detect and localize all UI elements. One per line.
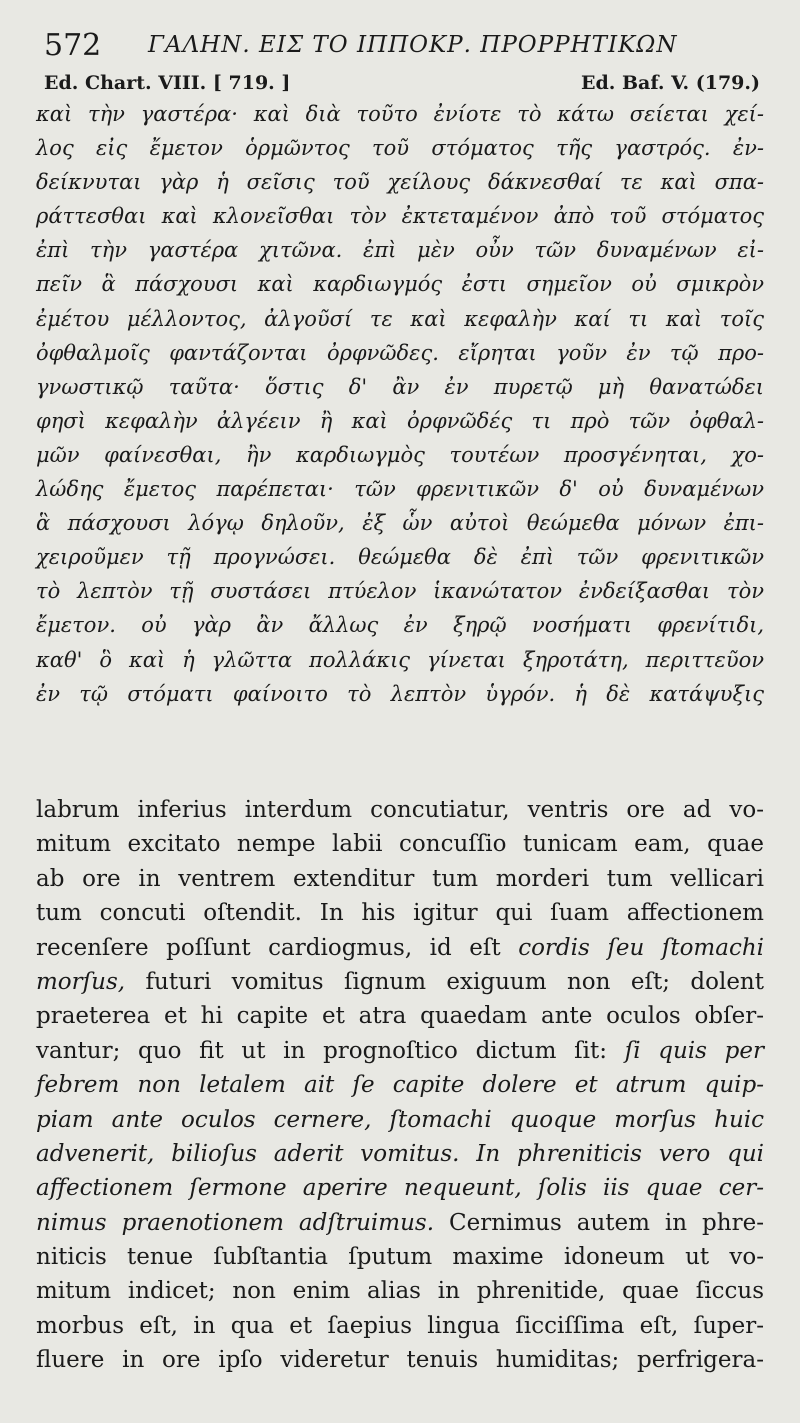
edition-basel-ref: Ed. Baf. V. (179.) [581,72,760,94]
greek-line: λώδης ἔμετος παρέπεται· τῶν φρενιτικῶν δ' οὐ δυναμένων [36,477,764,502]
greek-text-block [36,97,764,711]
latin-text: futuri vomitus ſignum exiguum non eſt; dolent [125,968,764,995]
latin-line [36,862,764,896]
latin-text: labrum inferius interdum concutiatur, ventris ore ad vo- [36,797,764,823]
latin-italic-text: febrem non letalem ait ſe capite dolere et atrum quip- [36,1072,764,1099]
greek-line: τὸ λεπτὸν τῇ συστάσει πτύελον ἱκανώτατον ἐνδείξασθαι τὸν [36,579,764,604]
latin-line [36,1171,764,1205]
greek-line: ὀφθαλμοῖς φαντάζονται ὀρφνῶδες. εἴρηται γοῦν ἐν τῷ προ- [36,340,764,365]
latin-line [36,1206,764,1240]
latin-line [36,1343,764,1377]
greek-line: δείκνυται γὰρ ἡ σεῖσις τοῦ χείλους δάκνεσθαί τε καὶ σπα- [36,170,764,195]
edition-reference-line [44,72,760,96]
latin-line [36,1068,764,1102]
greek-line: ἐπὶ τὴν γαστέρα χιτῶνα. ἐπὶ μὲν οὖν τῶν δυναμένων εἰ- [36,238,764,263]
greek-line: ἐν τῷ στόματι φαίνοιτο τὸ λεπτὸν ὑγρόν. ἡ δὲ κατάψυξις [36,681,764,706]
latin-italic-text: cordis ſeu ſtomachi [518,934,764,961]
greek-line: καθ' ὃ καὶ ἡ γλῶττα πολλάκις γίνεται ξηροτάτη, περιττεῦον [36,647,764,672]
latin-line [36,1137,764,1171]
latin-italic-text: advenerit, bilioſus aderit vomitus. In phreniticis vero qui [36,1140,764,1167]
latin-line [36,827,764,861]
latin-line [36,1034,764,1068]
latin-text: mitum excitato nempe labii concuſſio tunicam eam, quae [36,831,764,858]
latin-line [36,896,764,930]
greek-line: χειροῦμεν τῇ προγνώσει. θεώμεθα δὲ ἐπὶ τῶν φρενιτικῶν [36,545,764,570]
latin-text: niticis tenue ſubſtantia ſputum maxime idoneum ut vo- [36,1244,764,1271]
latin-text: mitum indicet; non enim alias in phrenitide, quae ſiccus [36,1278,764,1305]
greek-line: ἔμετον. οὐ γὰρ ἂν ἄλλως ἐν ξηρῷ νοσήματι φρενίτιδι, [36,613,764,638]
greek-line: φησὶ κεφαλὴν ἀλγέειν ἢ καὶ ὀρφνῶδές τι πρὸ τῶν ὀφθαλ- [36,408,764,433]
latin-text: praeterea et hi capite et atra quaedam ante oculos obſer- [36,1003,764,1030]
latin-text: recenſere poſſunt cardiogmus, id eſt [36,934,519,961]
latin-text: Cernimus autem in phre- [434,1209,764,1236]
latin-line [36,1309,764,1343]
latin-text-block [36,793,764,1378]
latin-italic-text: piam ante oculos cernere, ſtomachi quoque morſus huic [36,1106,764,1133]
greek-line: πεῖν ἃ πάσχουσι καὶ καρδιωγμός ἐστι σημεῖον οὐ σμικρὸν [36,272,764,297]
latin-italic-text: morſus, [36,968,126,995]
latin-italic-text: nimus praenotionem adſtruimus. [36,1209,435,1236]
greek-line: ἐμέτου μέλλοντος, ἀλγοῦσί τε καὶ κεφαλὴν καί τι καὶ τοῖς [36,306,764,331]
latin-line [36,793,764,827]
latin-text: tum concuti oſtendit. In his igitur qui ſuam affectionem [36,900,764,927]
latin-line [36,965,764,999]
latin-line [36,1240,764,1274]
page-number: 572 [44,28,102,63]
greek-line: γνωστικῷ ταῦτα· ὅστις δ' ἂν ἐν πυρετῷ μὴ θανατώδει [36,374,764,399]
running-title: ΓΑΛΗΝ. ΕΙΣ ΤΟ ΙΠΠΟΚΡ. ΠΡΟΡΡΗΤΙΚΩΝ [148,32,678,58]
page-header [44,28,760,68]
latin-text: vantur; quo fit ut in prognoſtico dictum ſit: [36,1037,625,1064]
greek-line: λος εἰς ἔμετον ὁρμῶντος τοῦ στόματος τῆς γαστρός. ἐν- [36,136,764,161]
edition-chartier-ref: Ed. Chart. VIII. [ 719. ] [44,72,291,94]
greek-line: καὶ τὴν γαστέρα· καὶ διὰ τοῦτο ἐνίοτε τὸ κάτω σείεται χεί- [36,102,764,126]
latin-text: ab ore in ventrem extenditur tum morderi tum vellicari [36,865,764,892]
latin-text: morbus eſt, in qua et ſaepius lingua ſicciſſima eſt, ſuper- [36,1312,764,1339]
latin-line [36,999,764,1033]
greek-line: ράττεσθαι καὶ κλονεῖσθαι τὸν ἐκτεταμένον ἀπὸ τοῦ στόματος [36,204,764,229]
latin-italic-text: ſi quis per [624,1037,765,1064]
latin-line [36,1103,764,1137]
latin-italic-text: affectionem ſermone aperire nequeunt, ſolis iis quae cer- [36,1175,764,1202]
greek-line: ἃ πάσχουσι λόγῳ δηλοῦν, ἐξ ὧν αὐτοὶ θεώμεθα μόνων ἐπι- [36,511,764,536]
greek-line: μῶν φαίνεσθαι, ἢν καρδιωγμὸς τουτέων προσγένηται, χο- [36,442,764,467]
latin-text: fluere in ore ipſo videretur tenuis humiditas; perfrigera- [36,1347,764,1374]
latin-line [36,1274,764,1308]
latin-line [36,931,764,965]
